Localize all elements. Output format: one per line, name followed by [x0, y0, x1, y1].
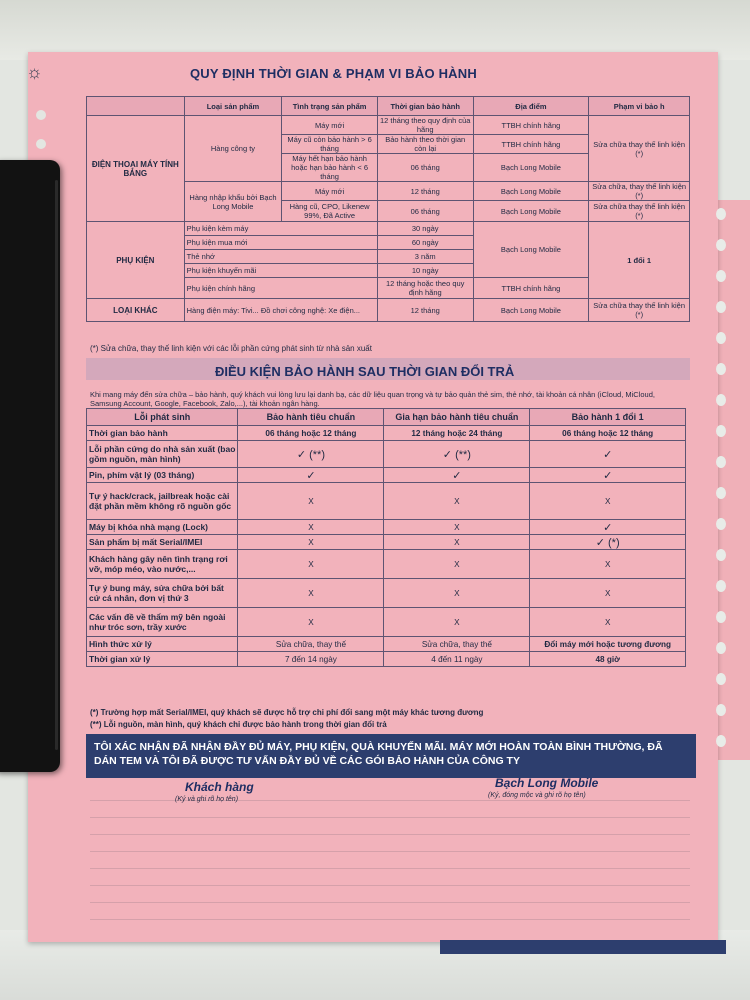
perforation-holes	[706, 208, 736, 766]
group-label: ĐIỆN THOẠI MÁY TÍNH BẢNG	[87, 116, 185, 222]
table-cell: X	[238, 483, 384, 520]
table-cell: Tự ý bung máy, sửa chữa bởi bất cứ cá nhân, đơn vị thứ 3	[87, 579, 238, 608]
section1-title: QUY ĐỊNH THỜI GIAN & PHẠM VI BẢO HÀNH	[190, 66, 477, 81]
table-cell: 48 giờ	[530, 652, 686, 667]
table-cell: X	[530, 550, 686, 579]
table-cell: Lỗi phần cứng do nhà sản xuất (bao gồm nguồn, màn hình)	[87, 441, 238, 468]
table-cell: 30 ngày	[377, 222, 473, 236]
warranty-period-table	[86, 96, 690, 322]
table-cell: 06 tháng hoặc 12 tháng	[530, 426, 686, 441]
table-cell: Phụ kiện chính hãng	[184, 278, 377, 299]
table-cell: Máy mới	[282, 116, 378, 135]
table-header-row	[87, 409, 686, 426]
col-header: Địa điểm	[473, 97, 589, 116]
table-cell: Sửa chữa thay thế linh kiện (*)	[589, 201, 690, 222]
table-row	[87, 550, 686, 579]
table-cell: TTBH chính hãng	[473, 116, 589, 135]
table-cell: X	[530, 483, 686, 520]
table-cell: Phụ kiện kèm máy	[184, 222, 377, 236]
table-cell: 3 năm	[377, 250, 473, 264]
section2-intro: Khi mang máy đến sửa chữa – bảo hành, quý khách vui lòng lưu lại danh bạ, các dữ liệu quan trọng và tự bảo quản thẻ sim, thẻ nhớ, tài khoản cá nhân (iCloud, MiCloud, Samsung Account, Google, Facebook, Zalo,...), tài khoản ngân hàng.	[90, 390, 655, 408]
table-cell: Bạch Long Mobile	[473, 154, 589, 182]
table-cell: 1 đổi 1	[589, 222, 690, 299]
table-cell: 06 tháng	[377, 154, 473, 182]
table-cell: X	[384, 520, 530, 535]
table-row	[87, 426, 686, 441]
table-cell: Bạch Long Mobile	[473, 222, 589, 278]
section1-note: (*) Sửa chữa, thay thế linh kiện với các lỗi phần cứng phát sinh từ nhà sản xuất	[90, 344, 372, 353]
group-label: PHỤ KIỆN	[87, 222, 185, 299]
store-signature-note: (Ký, đóng mộc và ghi rõ họ tên)	[488, 792, 586, 799]
table-cell: 12 tháng	[377, 182, 473, 201]
col-header: Tình trạng sản phẩm	[282, 97, 378, 116]
col-header: Thời gian bảo hành	[377, 97, 473, 116]
confirmation-banner: TÔI XÁC NHẬN ĐÃ NHẬN ĐẦY ĐỦ MÁY, PHỤ KIỆN, QUÀ KHUYẾN MÃI. MÁY MỚI HOÀN TOÀN BÌNH THƯỜNG, ĐÃ DÁN TEM VÀ TÔI ĐÃ ĐƯỢC TƯ VẤN ĐẦY ĐỦ VỀ CÁC GÓI BẢO HÀNH CỦA CÔNG TY	[86, 734, 696, 778]
table-cell: Thời gian bảo hành	[87, 426, 238, 441]
smartphone	[0, 160, 60, 772]
table-cell: TTBH chính hãng	[473, 278, 589, 299]
table-cell: 4 đến 11 ngày	[384, 652, 530, 667]
table-cell: Hàng công ty	[184, 116, 282, 182]
table-cell: Đổi máy mới hoặc tương đương	[530, 637, 686, 652]
table-cell: X	[530, 608, 686, 637]
table-header-row	[87, 97, 690, 116]
section2-note1: (*) Trường hợp mất Serial/IMEI, quý khách sẽ được hỗ trợ chi phí đổi sang một máy khác tương đương	[90, 708, 484, 717]
table-cell: ✓ (*)	[530, 535, 686, 550]
table-cell: 60 ngày	[377, 236, 473, 250]
table-cell: Máy hết hạn bảo hành hoặc hạn bảo hành < 6 tháng	[282, 154, 378, 182]
table-cell: X	[238, 579, 384, 608]
table-cell: X	[530, 579, 686, 608]
section2-note2: (**) Lỗi nguồn, màn hình, quý khách chỉ được bảo hành trong thời gian đổi trả	[90, 720, 387, 729]
table-cell: Máy cũ còn bảo hành > 6 tháng	[282, 135, 378, 154]
table-row	[87, 520, 686, 535]
table-cell: Phụ kiện khuyến mãi	[184, 264, 377, 278]
table-cell: ✓	[530, 441, 686, 468]
table-cell: Hàng điện máy: Tivi... Đồ chơi công nghệ: Xe điện...	[184, 299, 377, 322]
col-header: Phạm vi bảo h	[589, 97, 690, 116]
col-header: Loại sản phẩm	[184, 97, 282, 116]
table-cell: Sửa chữa, thay thế	[384, 637, 530, 652]
table-cell: Pin, phím vật lý (03 tháng)	[87, 468, 238, 483]
table-cell: Thẻ nhớ	[184, 250, 377, 264]
table-cell: ✓ (**)	[384, 441, 530, 468]
table-row	[87, 299, 690, 322]
table-cell: Hàng cũ, CPO, Likenew 99%, Đã Active	[282, 201, 378, 222]
table-row	[87, 535, 686, 550]
bottom-blue-strip	[440, 940, 726, 954]
table-cell: Bạch Long Mobile	[473, 182, 589, 201]
table-cell: Bảo hành theo thời gian còn lại	[377, 135, 473, 154]
table-cell: ✓	[530, 520, 686, 535]
table-cell: X	[238, 550, 384, 579]
table-cell: Thời gian xử lý	[87, 652, 238, 667]
table-cell: 12 tháng	[377, 299, 473, 322]
table-row	[87, 579, 686, 608]
table-cell: 10 ngày	[377, 264, 473, 278]
table-row	[87, 483, 686, 520]
section2-title: ĐIỀU KIỆN BẢO HÀNH SAU THỜI GIAN ĐỔI TRẢ	[215, 364, 515, 379]
table-cell: Tự ý hack/crack, jailbreak hoặc cài đặt phần mềm không rõ nguồn gốc	[87, 483, 238, 520]
table-row	[87, 608, 686, 637]
table-cell: Sửa chữa, thay thế linh kiện (*)	[589, 182, 690, 201]
table-row	[87, 116, 690, 135]
col-header: Lỗi phát sinh	[87, 409, 238, 426]
table-row	[87, 652, 686, 667]
table-cell: X	[384, 483, 530, 520]
table-cell: 12 tháng hoặc theo quy định hãng	[377, 278, 473, 299]
table-cell: Sửa chữa thay thế linh kiện (*)	[589, 299, 690, 322]
table-cell: Bạch Long Mobile	[473, 299, 589, 322]
store-signature-label: Bạch Long Mobile	[495, 776, 599, 790]
table-cell: X	[384, 535, 530, 550]
table-cell: 12 tháng theo quy định của hãng	[377, 116, 473, 135]
table-row	[87, 222, 690, 236]
table-cell: X	[384, 579, 530, 608]
table-cell: Máy bị khóa nhà mạng (Lock)	[87, 520, 238, 535]
table-cell: 06 tháng	[377, 201, 473, 222]
table-cell: Hàng nhập khẩu bởi Bạch Long Mobile	[184, 182, 282, 222]
table-cell: Sửa chữa, thay thế	[238, 637, 384, 652]
table-cell: Bạch Long Mobile	[473, 201, 589, 222]
table-cell: Máy mới	[282, 182, 378, 201]
table-cell: Phụ kiện mua mới	[184, 236, 377, 250]
table-cell: X	[384, 608, 530, 637]
warranty-conditions-table	[86, 408, 686, 667]
table-row	[87, 637, 686, 652]
table-cell: ✓	[530, 468, 686, 483]
sun-symbol-icon: ☼	[26, 62, 43, 82]
table-cell: Sản phẩm bị mất Serial/IMEI	[87, 535, 238, 550]
table-cell: 06 tháng hoặc 12 tháng	[238, 426, 384, 441]
table-cell: Sửa chữa thay thế linh kiện (*)	[589, 116, 690, 182]
table-cell: X	[238, 535, 384, 550]
table-cell: Hình thức xử lý	[87, 637, 238, 652]
col-header: Bảo hành tiêu chuẩn	[238, 409, 384, 426]
col-header: Gia hạn bảo hành tiêu chuẩn	[384, 409, 530, 426]
table-cell: ✓	[384, 468, 530, 483]
table-row	[87, 441, 686, 468]
table-cell: X	[238, 608, 384, 637]
table-cell: ✓ (**)	[238, 441, 384, 468]
table-cell: 7 đến 14 ngày	[238, 652, 384, 667]
col-header: Bảo hành 1 đổi 1	[530, 409, 686, 426]
background-top	[0, 0, 750, 60]
table-cell	[87, 97, 185, 116]
table-cell: X	[238, 520, 384, 535]
table-row	[87, 468, 686, 483]
table-cell: ✓	[238, 468, 384, 483]
group-label: LOẠI KHÁC	[87, 299, 185, 322]
customer-signature-label: Khách hàng	[185, 780, 254, 794]
table-cell: TTBH chính hãng	[473, 135, 589, 154]
table-cell: 12 tháng hoặc 24 tháng	[384, 426, 530, 441]
faint-underlying-text	[90, 800, 690, 930]
table-cell: X	[384, 550, 530, 579]
customer-signature-note: (Ký và ghi rõ họ tên)	[175, 796, 239, 803]
table-cell: Khách hàng gây nên tình trạng rơi vỡ, móp méo, vào nước,...	[87, 550, 238, 579]
table-cell: Các vấn đề về thẩm mỹ bên ngoài như tróc sơn, trầy xước	[87, 608, 238, 637]
